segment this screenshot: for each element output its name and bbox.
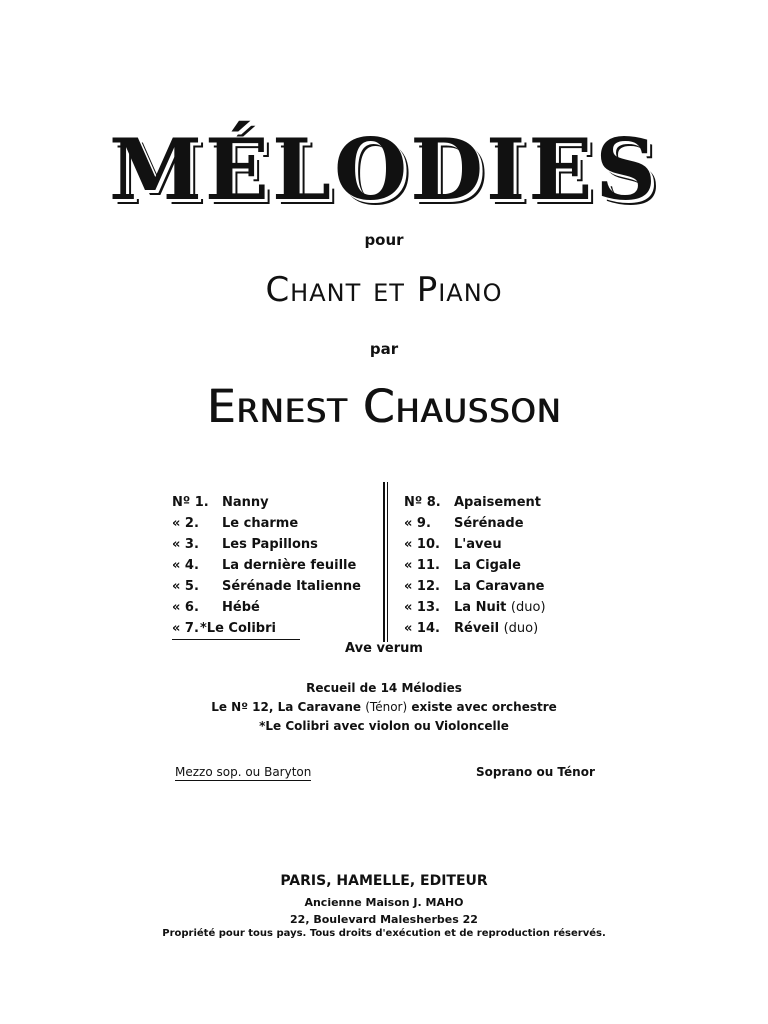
song-item	[404, 534, 604, 555]
song-title: La dernière feuille	[222, 558, 357, 573]
song-item	[404, 597, 604, 618]
song-item	[172, 555, 377, 576]
notes-line-2b: (Ténor)	[365, 700, 408, 714]
song-suffix: (duo)	[510, 600, 546, 615]
column-divider	[387, 482, 388, 642]
notes-line-3: *Le Colibri avec violon ou Violoncelle	[259, 719, 509, 733]
song-item	[172, 513, 377, 534]
song-title: Sérénade Italienne	[222, 579, 361, 594]
song-item	[404, 576, 604, 597]
song-title: Hébé	[222, 600, 260, 615]
voice-mezzo-baryton: Mezzo sop. ou Baryton	[175, 765, 312, 779]
song-title: La Cigale	[454, 558, 521, 573]
song-suffix: (duo)	[503, 621, 539, 636]
notes-line-2a: Le Nº 12, La Caravane	[211, 700, 362, 714]
song-item	[172, 597, 377, 618]
song-number: « 11.	[404, 558, 440, 573]
notes-line-1: Recueil de 14 Mélodies	[306, 681, 462, 695]
song-number: « 10.	[404, 537, 440, 552]
song-item	[404, 555, 604, 576]
pour-label: pour	[364, 231, 404, 249]
song-number: « 13.	[404, 600, 440, 615]
song-title: Les Papillons	[222, 537, 318, 552]
notes-block	[0, 679, 768, 736]
song-number: « 4.	[172, 558, 199, 573]
song-number: « 3.	[172, 537, 199, 552]
par-label: par	[369, 340, 399, 358]
publisher-name: PARIS, HAMELLE, EDITEUR	[280, 873, 488, 889]
song-number: Nº 1.	[172, 495, 209, 510]
song-item	[404, 492, 604, 513]
voice-soprano-tenor: Soprano ou Ténor	[476, 765, 595, 779]
song-title: La Nuit	[454, 600, 507, 615]
subtitle: Chant et Piano	[265, 270, 503, 310]
song-item	[172, 576, 377, 597]
song-number: « 14.	[404, 621, 440, 636]
song-item	[172, 534, 377, 555]
song-title: Nanny	[222, 495, 269, 510]
song-column-right	[404, 492, 604, 639]
song-number: « 5.	[172, 579, 199, 594]
publisher-line-2: Ancienne Maison J. MAHO	[304, 896, 464, 909]
song-title: La Caravane	[454, 579, 545, 594]
song-item	[404, 618, 604, 639]
song-title: L'aveu	[454, 537, 502, 552]
song-title: *Le Colibri	[200, 621, 276, 636]
song-number: « 12.	[404, 579, 440, 594]
song-item	[172, 492, 377, 513]
copyright-notice: Propriété pour tous pays. Tous droits d'exécution et de reproduction réservés.	[162, 928, 606, 939]
song-number: « 2.	[172, 516, 199, 531]
notes-line-2c: existe avec orchestre	[411, 700, 557, 714]
publisher-address: 22, Boulevard Malesherbes 22	[290, 913, 478, 926]
song-number: « 6.	[172, 600, 199, 615]
song-number: « 9.	[404, 516, 431, 531]
composer-name: Ernest Chausson	[206, 380, 562, 433]
column-divider	[383, 482, 385, 642]
title: MÉLODIES	[108, 120, 660, 219]
ave-verum: Ave verum	[345, 641, 423, 656]
song-title: Réveil	[454, 621, 500, 636]
song-title: Sérénade	[454, 516, 524, 531]
song-number: Nº 8.	[404, 495, 441, 510]
song-column-left	[172, 492, 377, 640]
song-item-underlined	[172, 618, 300, 640]
notes-line-2	[0, 698, 768, 717]
song-number: « 7.	[172, 621, 199, 636]
song-title: Le charme	[222, 516, 299, 531]
song-title: Apaisement	[454, 495, 541, 510]
song-item	[404, 513, 604, 534]
